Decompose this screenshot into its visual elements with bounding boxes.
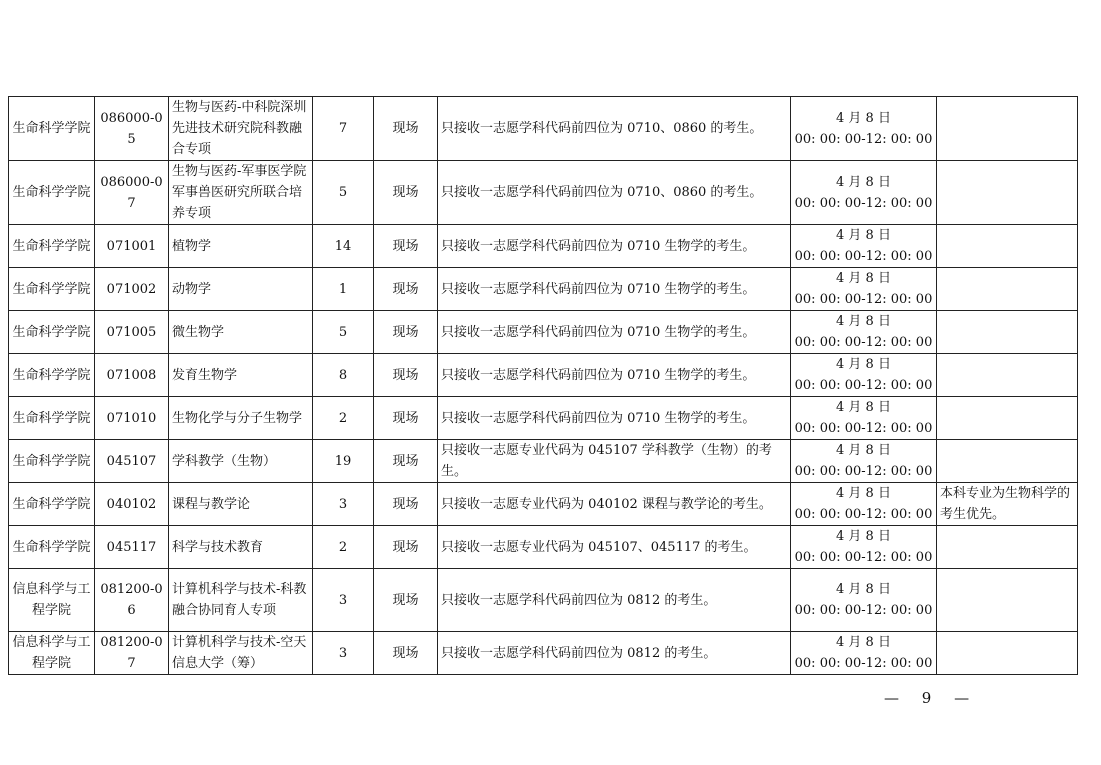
requirement-cell: 只接收一志愿学科代码前四位为 0812 的考生。 [438, 569, 791, 632]
table-row [9, 397, 1078, 440]
requirement-cell: 只接收一志愿学科代码前四位为 0710 生物学的考生。 [438, 225, 791, 268]
time-range-text: 00: 00: 00-12: 00: 00 [794, 131, 933, 147]
table-row [9, 97, 1078, 161]
mode-cell: 现场 [374, 526, 438, 569]
table-row [9, 161, 1078, 225]
time-cell [791, 569, 937, 632]
mode-cell: 现场 [374, 569, 438, 632]
table-row [9, 311, 1078, 354]
admission-table [8, 96, 1078, 675]
major-cell: 计算机科学与技术-科教融合协同育人专项 [169, 569, 313, 632]
college-cell: 生命科学学院 [9, 311, 95, 354]
requirement-cell: 只接收一志愿学科代码前四位为 0710 生物学的考生。 [438, 311, 791, 354]
date-text: 4 月 8 日 [836, 314, 891, 329]
major-cell: 微生物学 [169, 311, 313, 354]
note-cell [937, 268, 1078, 311]
table-row [9, 268, 1078, 311]
mode-cell: 现场 [374, 311, 438, 354]
requirement-cell: 只接收一志愿学科代码前四位为 0710 生物学的考生。 [438, 354, 791, 397]
table-row [9, 354, 1078, 397]
note-cell [937, 569, 1078, 632]
count-cell: 3 [313, 483, 374, 526]
page-dash-left: — [884, 689, 901, 707]
major-cell: 植物学 [169, 225, 313, 268]
table-body [9, 97, 1078, 675]
note-cell [937, 354, 1078, 397]
time-cell [791, 311, 937, 354]
college-cell: 生命科学学院 [9, 440, 95, 483]
count-cell: 2 [313, 397, 374, 440]
date-text: 4 月 8 日 [836, 529, 891, 544]
date-text: 4 月 8 日 [836, 174, 891, 190]
note-cell [937, 397, 1078, 440]
date-text: 4 月 8 日 [836, 635, 891, 650]
count-cell: 5 [313, 311, 374, 354]
count-cell: 5 [313, 161, 374, 225]
requirement-cell: 只接收一志愿学科代码前四位为 0812 的考生。 [438, 632, 791, 675]
time-range-text: 00: 00: 00-12: 00: 00 [794, 603, 933, 618]
date-text: 4 月 8 日 [836, 486, 891, 501]
note-cell [937, 97, 1078, 161]
major-cell: 生物与医药-中科院深圳先进技术研究院科教融合专项 [169, 97, 313, 161]
code-cell: 071001 [95, 225, 169, 268]
college-cell: 生命科学学院 [9, 161, 95, 225]
requirement-cell: 只接收一志愿学科代码前四位为 0710 生物学的考生。 [438, 268, 791, 311]
date-text: 4 月 8 日 [836, 400, 891, 415]
date-text: 4 月 8 日 [836, 582, 891, 597]
table-row [9, 483, 1078, 526]
major-cell: 发育生物学 [169, 354, 313, 397]
page-dash-right: — [954, 689, 972, 707]
major-cell: 计算机科学与技术-空天信息大学（筹） [169, 632, 313, 675]
count-cell: 7 [313, 97, 374, 161]
date-text: 4 月 8 日 [836, 110, 891, 126]
code-cell: 071005 [95, 311, 169, 354]
college-cell: 生命科学学院 [9, 97, 95, 161]
table-row [9, 569, 1078, 632]
mode-cell: 现场 [374, 483, 438, 526]
mode-cell: 现场 [374, 440, 438, 483]
time-cell [791, 268, 937, 311]
code-cell: 081200-06 [95, 569, 169, 632]
page-number [884, 689, 971, 707]
major-cell: 科学与技术教育 [169, 526, 313, 569]
college-cell: 生命科学学院 [9, 225, 95, 268]
time-range-text: 00: 00: 00-12: 00: 00 [794, 335, 933, 350]
time-cell [791, 97, 937, 161]
count-cell: 3 [313, 569, 374, 632]
note-cell [937, 632, 1078, 675]
table-row [9, 440, 1078, 483]
date-text: 4 月 8 日 [836, 271, 891, 286]
mode-cell: 现场 [374, 268, 438, 311]
count-cell: 3 [313, 632, 374, 675]
college-cell: 信息科学与工程学院 [9, 569, 95, 632]
date-text: 4 月 8 日 [836, 443, 891, 458]
table-row [9, 225, 1078, 268]
major-cell: 生物与医药-军事医学院军事兽医研究所联合培养专项 [169, 161, 313, 225]
code-cell: 071010 [95, 397, 169, 440]
time-cell [791, 354, 937, 397]
time-cell [791, 526, 937, 569]
table-row [9, 632, 1078, 675]
code-cell: 045117 [95, 526, 169, 569]
code-cell: 086000-05 [95, 97, 169, 161]
time-cell [791, 225, 937, 268]
requirement-cell: 只接收一志愿学科代码前四位为 0710、0860 的考生。 [438, 97, 791, 161]
table-row [9, 526, 1078, 569]
time-range-text: 00: 00: 00-12: 00: 00 [794, 421, 933, 436]
mode-cell: 现场 [374, 354, 438, 397]
mode-cell: 现场 [374, 397, 438, 440]
mode-cell: 现场 [374, 225, 438, 268]
time-range-text: 00: 00: 00-12: 00: 00 [794, 550, 933, 565]
page-number-value: 9 [921, 689, 934, 707]
mode-cell: 现场 [374, 97, 438, 161]
requirement-cell: 只接收一志愿专业代码为 045107、045117 的考生。 [438, 526, 791, 569]
time-cell [791, 397, 937, 440]
college-cell: 生命科学学院 [9, 483, 95, 526]
time-cell [791, 440, 937, 483]
time-cell [791, 483, 937, 526]
code-cell: 045107 [95, 440, 169, 483]
code-cell: 086000-07 [95, 161, 169, 225]
time-range-text: 00: 00: 00-12: 00: 00 [794, 464, 933, 479]
count-cell: 1 [313, 268, 374, 311]
time-range-text: 00: 00: 00-12: 00: 00 [794, 507, 933, 522]
major-cell: 课程与教学论 [169, 483, 313, 526]
requirement-cell: 只接收一志愿学科代码前四位为 0710、0860 的考生。 [438, 161, 791, 225]
count-cell: 8 [313, 354, 374, 397]
time-range-text: 00: 00: 00-12: 00: 00 [794, 195, 933, 211]
count-cell: 19 [313, 440, 374, 483]
time-cell [791, 632, 937, 675]
major-cell: 动物学 [169, 268, 313, 311]
note-cell [937, 311, 1078, 354]
note-cell: 本科专业为生物科学的考生优先。 [937, 483, 1078, 526]
mode-cell: 现场 [374, 161, 438, 225]
college-cell: 信息科学与工程学院 [9, 632, 95, 675]
college-cell: 生命科学学院 [9, 397, 95, 440]
time-range-text: 00: 00: 00-12: 00: 00 [794, 656, 933, 671]
time-range-text: 00: 00: 00-12: 00: 00 [794, 292, 933, 307]
note-cell [937, 225, 1078, 268]
code-cell: 040102 [95, 483, 169, 526]
note-cell [937, 526, 1078, 569]
date-text: 4 月 8 日 [836, 228, 891, 243]
count-cell: 2 [313, 526, 374, 569]
college-cell: 生命科学学院 [9, 268, 95, 311]
note-cell [937, 161, 1078, 225]
note-cell [937, 440, 1078, 483]
college-cell: 生命科学学院 [9, 354, 95, 397]
code-cell: 071008 [95, 354, 169, 397]
count-cell: 14 [313, 225, 374, 268]
major-cell: 学科教学（生物） [169, 440, 313, 483]
code-cell: 081200-07 [95, 632, 169, 675]
mode-cell: 现场 [374, 632, 438, 675]
time-range-text: 00: 00: 00-12: 00: 00 [794, 249, 933, 264]
requirement-cell: 只接收一志愿专业代码为 040102 课程与教学论的考生。 [438, 483, 791, 526]
code-cell: 071002 [95, 268, 169, 311]
requirement-cell: 只接收一志愿专业代码为 045107 学科教学（生物）的考生。 [438, 440, 791, 483]
college-cell: 生命科学学院 [9, 526, 95, 569]
major-cell: 生物化学与分子生物学 [169, 397, 313, 440]
date-text: 4 月 8 日 [836, 357, 891, 372]
time-cell [791, 161, 937, 225]
requirement-cell: 只接收一志愿学科代码前四位为 0710 生物学的考生。 [438, 397, 791, 440]
time-range-text: 00: 00: 00-12: 00: 00 [794, 378, 933, 393]
